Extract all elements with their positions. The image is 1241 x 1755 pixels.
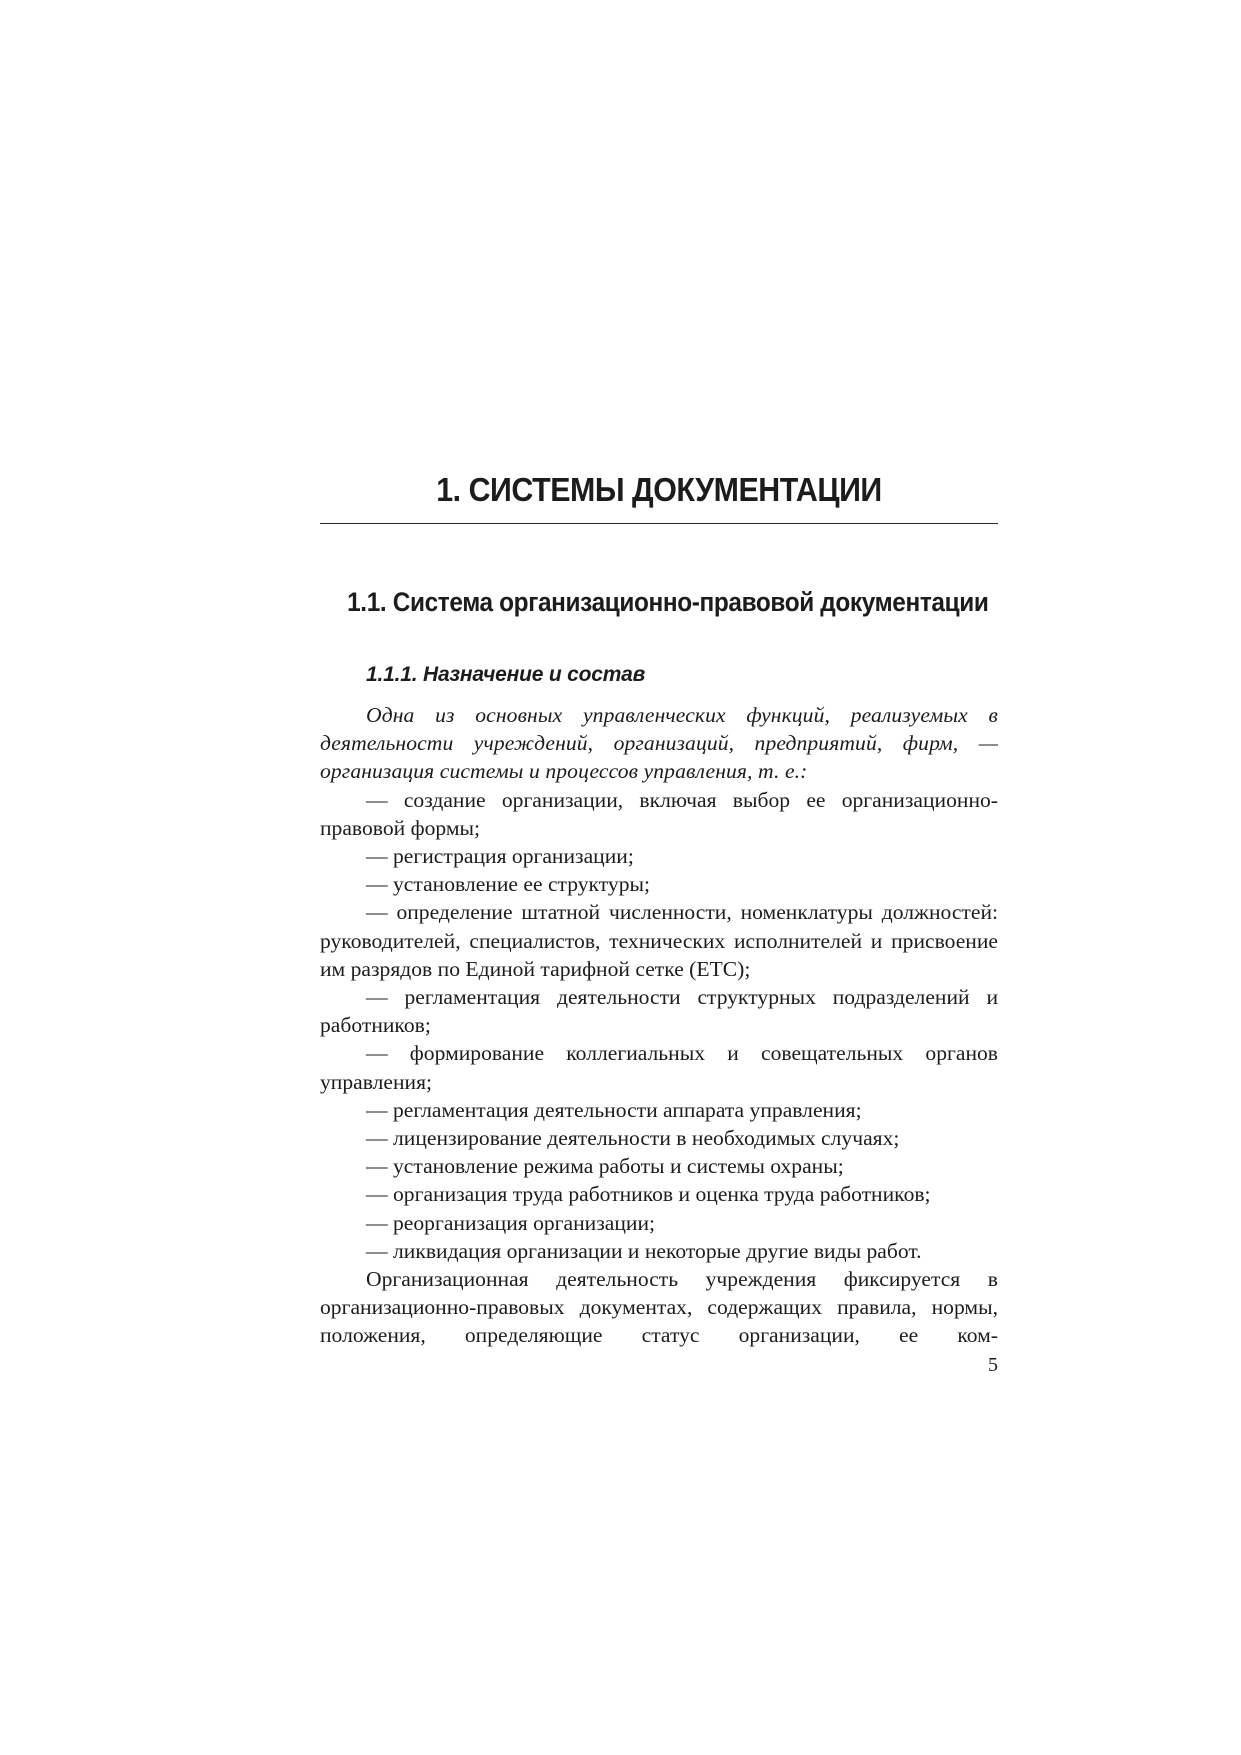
list-item: — создание организации, включая выбор ее организационно-правовой формы; <box>320 787 998 840</box>
chapter-title-rule <box>320 523 998 524</box>
list-item: — ликвидация организации и некоторые другие виды работ. <box>366 1238 922 1263</box>
list-item: — формирование коллегиальных и совещательных органов управления; <box>320 1041 998 1094</box>
body-text <box>320 701 998 1350</box>
list-item: — регламентация деятельности аппарата управления; <box>366 1097 862 1122</box>
page-number: 5 <box>988 1354 998 1376</box>
list-item: — реорганизация организации; <box>366 1210 656 1235</box>
list-item: — регламентация деятельности структурных подразделений и работников; <box>320 985 998 1038</box>
list-item: — организация труда работников и оценка труда работников; <box>366 1182 931 1207</box>
chapter-title: 1. СИСТЕМЫ ДОКУМЕНТАЦИИ <box>436 471 882 508</box>
list-item: — установление режима работы и системы охраны; <box>366 1154 844 1179</box>
closing-paragraph: Организационная деятельность учреждения фиксируется в организационно-правовых документах, содержащих правила, нормы, положения, определяющие статус организации, ее ком- <box>320 1267 998 1348</box>
list-item: — лицензирование деятельности в необходимых случаях; <box>366 1126 900 1151</box>
list-item: — регистрация организации; <box>366 844 634 869</box>
list-item: — определение штатной численности, номенклатуры должностей: руководителей, специалистов, технических исполнителей и присвоение им разрядов по Единой тарифной сетке (ЕТС); <box>320 900 998 981</box>
section-title: 1.1. Система организационно-правовой документации <box>347 587 989 617</box>
subsection-title: 1.1.1. Назначение и состав <box>366 663 646 686</box>
list-item: — установление ее структуры; <box>366 872 650 897</box>
intro-paragraph: Одна из основных управленческих функций, реализуемых в деятельности учреждений, организаций, предприятий, фирм, — организация системы и процессов управления, т. е.: <box>320 703 998 784</box>
